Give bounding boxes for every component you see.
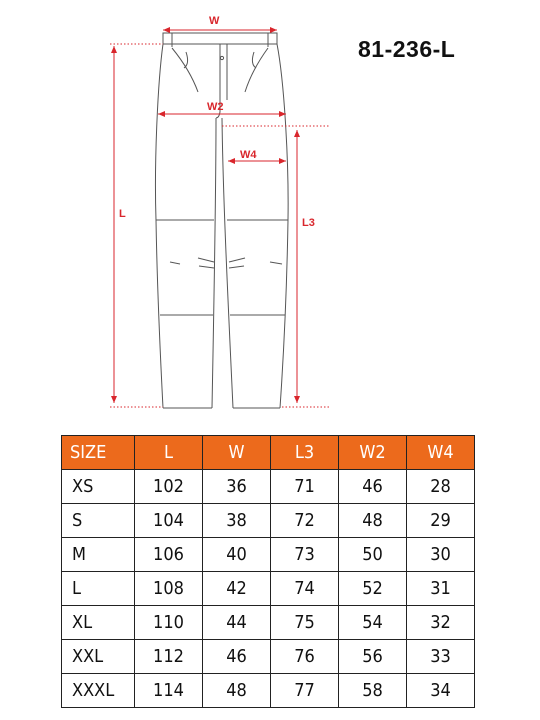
- label-l3: L3: [302, 217, 315, 229]
- table-cell: 42: [203, 572, 271, 606]
- table-cell: 75: [271, 606, 339, 640]
- header-w4: W4: [407, 436, 475, 470]
- size-cell: L: [62, 572, 135, 606]
- size-cell: XXL: [62, 640, 135, 674]
- left-inseam: [212, 118, 216, 408]
- table-cell: 114: [135, 674, 203, 708]
- right-leg-outer: [277, 44, 288, 408]
- table-cell: 38: [203, 504, 271, 538]
- header-size: SIZE: [62, 436, 135, 470]
- table-cell: 31: [407, 572, 475, 606]
- table-cell: 46: [339, 470, 407, 504]
- table-cell: 110: [135, 606, 203, 640]
- label-w2: W2: [207, 101, 224, 113]
- trousers-outline: [155, 33, 288, 408]
- header-w2: W2: [339, 436, 407, 470]
- label-w: W: [209, 15, 220, 27]
- table-cell: 108: [135, 572, 203, 606]
- table-cell: 29: [407, 504, 475, 538]
- table-cell: 76: [271, 640, 339, 674]
- table-cell: 33: [407, 640, 475, 674]
- table-cell: 50: [339, 538, 407, 572]
- table-row: [62, 674, 475, 708]
- size-cell: XL: [62, 606, 135, 640]
- size-table-body: [62, 470, 475, 708]
- model-code: 81-236-L: [358, 36, 456, 62]
- table-cell: 28: [407, 470, 475, 504]
- table-cell: 52: [339, 572, 407, 606]
- table-cell: 34: [407, 674, 475, 708]
- table-row: [62, 504, 475, 538]
- table-row: [62, 606, 475, 640]
- table-cell: 58: [339, 674, 407, 708]
- table-row: [62, 538, 475, 572]
- table-cell: 32: [407, 606, 475, 640]
- table-cell: 54: [339, 606, 407, 640]
- table-cell: 56: [339, 640, 407, 674]
- table-cell: 74: [271, 572, 339, 606]
- table-cell: 104: [135, 504, 203, 538]
- size-cell: S: [62, 504, 135, 538]
- table-cell: 106: [135, 538, 203, 572]
- table-cell: 102: [135, 470, 203, 504]
- table-cell: 36: [203, 470, 271, 504]
- table-cell: 48: [339, 504, 407, 538]
- table-cell: 30: [407, 538, 475, 572]
- label-w4: W4: [240, 149, 257, 161]
- table-row: [62, 470, 475, 504]
- waistband: [163, 33, 277, 44]
- table-cell: 71: [271, 470, 339, 504]
- table-cell: 44: [203, 606, 271, 640]
- table-cell: 46: [203, 640, 271, 674]
- table-cell: 77: [271, 674, 339, 708]
- table-cell: 48: [203, 674, 271, 708]
- table-row: [62, 640, 475, 674]
- table-row: [62, 572, 475, 606]
- table-cell: 72: [271, 504, 339, 538]
- size-cell: M: [62, 538, 135, 572]
- table-cell: 112: [135, 640, 203, 674]
- size-table-header-row: [62, 436, 475, 470]
- size-table: [61, 435, 475, 708]
- table-cell: 73: [271, 538, 339, 572]
- size-cell: XS: [62, 470, 135, 504]
- header-l: L: [135, 436, 203, 470]
- header-w: W: [203, 436, 271, 470]
- left-leg-outer: [155, 44, 163, 408]
- table-cell: 40: [203, 538, 271, 572]
- label-l: L: [119, 208, 126, 220]
- size-cell: XXXL: [62, 674, 135, 708]
- header-l3: L3: [271, 436, 339, 470]
